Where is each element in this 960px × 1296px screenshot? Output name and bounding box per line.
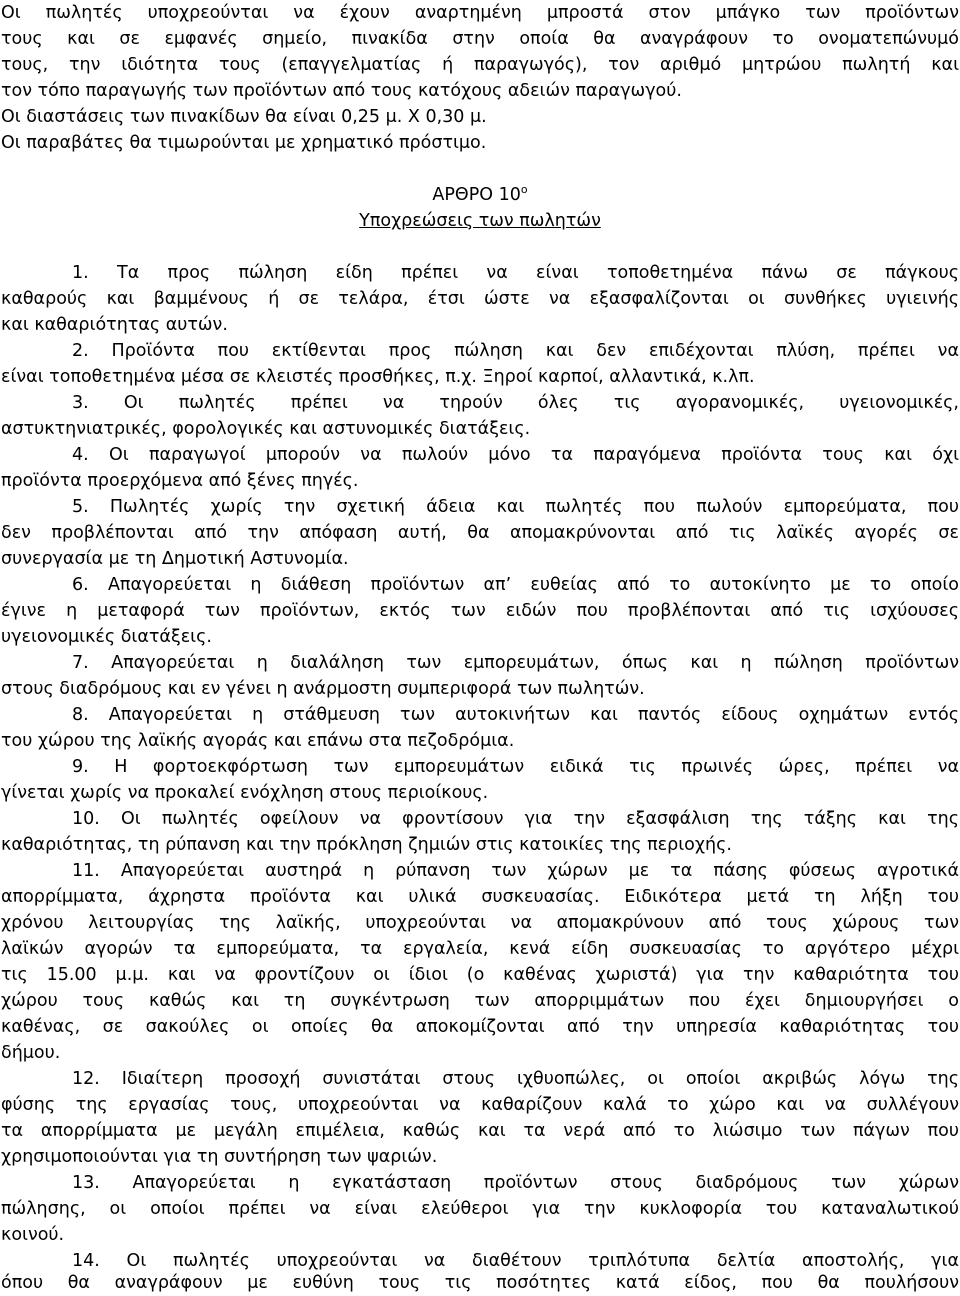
item-1-line: και καθαριότητας αυτών. xyxy=(1,315,228,335)
item-2-line: 2. Προϊόντα που εκτίθενται προς πώληση και δεν επιδέχονται πλύση, πρέπει να xyxy=(72,341,959,361)
item-7-line: 7. Απαγορεύεται η διαλάληση των εμπορευμάτων, όπως και η πώληση προϊόντων xyxy=(72,653,959,673)
item-1-line: 1. Τα προς πώληση είδη πρέπει να είναι τοποθετημένα πάνω σε πάγκους xyxy=(72,263,959,283)
item-3-line: 3. Οι πωλητές πρέπει να τηρούν όλες τις αγορανομικές, υγειονομικές, xyxy=(72,393,959,413)
item-11-line: χρόνου λειτουργίας της λαϊκής, υποχρεούνται να απομακρύνουν από τους χώρους των xyxy=(1,913,959,933)
item-6-line: 6. Απαγορεύεται η διάθεση προϊόντων απ’ ευθείας από το αυτοκίνητο με το οποίο xyxy=(72,575,959,595)
item-14-line: 14. Οι πωλητές υποχρεούνται να διαθέτουν τριπλότυπα δελτία αποστολής, για xyxy=(72,1251,959,1271)
item-13-line: πώλησης, οι οποίοι πρέπει να είναι ελεύθεροι για την κυκλοφορία του καταναλωτικού xyxy=(1,1199,959,1219)
item-5-line: συνεργασία με τη Δημοτική Αστυνομία. xyxy=(1,549,349,569)
item-11-line: χώρου τους καθώς και τη συγκέντρωση των απορριμμάτων που έχει δημιουργήσει ο xyxy=(1,991,959,1011)
intro-line: Οι παραβάτες θα τιμωρούνται με χρηματικό πρόστιμο. xyxy=(1,133,487,153)
intro-line: τους, την ιδιότητα τους (επαγγελματίας ή παραγωγός), τον αριθμό μητρώου πωλητή και xyxy=(1,55,959,75)
item-8-line: 8. Απαγορεύεται η στάθμευση των αυτοκινήτων και παντός είδους οχημάτων εντός xyxy=(72,705,959,725)
item-11-line: τις 15.00 μ.μ. και να φροντίζουν οι ίδιοι (ο καθένας χωριστά) για την καθαριότητα του xyxy=(1,965,959,985)
article-subtitle-text: Υποχρεώσεις των πωλητών xyxy=(359,211,601,231)
item-9-line: 9. Η φορτοεκφόρτωση των εμπορευμάτων ειδικά τις πρωινές ώρες, πρέπει να xyxy=(72,757,959,777)
item-1-line: καθαρούς και βαμμένους ή σε τελάρα, έτσι ώστε να εξασφαλίζονται οι συνθήκες υγιεινής xyxy=(1,289,959,309)
item-12-line: φύσης της εργασίας τους, υποχρεούνται να καθαρίζουν καλά το χώρο και να συλλέγουν xyxy=(1,1095,959,1115)
item-12-line: 12. Ιδιαίτερη προσοχή συνιστάται στους ιχθυοπώλες, οι οποίοι ακριβώς λόγω της xyxy=(72,1069,959,1089)
item-9-line: γίνεται χωρίς να προκαλεί ενόχληση στους περιοίκους. xyxy=(1,783,489,803)
article-title-text: ΑΡΘΡΟ 10 xyxy=(432,185,521,205)
item-10-line: καθαριότητας, τη ρύπανση και την πρόκληση ζημιών στις κατοικίες της περιοχής. xyxy=(1,835,732,855)
item-4-line: 4. Οι παραγωγοί μπορούν να πωλούν μόνο τα παραγόμενα προϊόντα τους και όχι xyxy=(72,445,959,465)
item-11-line: λαϊκών αγορών τα εμπορεύματα, τα εργαλεία, κενά είδη συσκευασίας το αργότερο μέχρι xyxy=(1,939,959,959)
item-11-line: απορρίμματα, άχρηστα προϊόντα και υλικά συσκευασίας. Ειδικότερα μετά τη λήξη του xyxy=(1,887,959,907)
intro-line: τους και σε εμφανές σημείο, πινακίδα στην οποία θα αναγράφουν το ονοματεπώνυμό xyxy=(1,29,959,49)
item-14-line: όπου θα αναγράφουν με ευθύνη τους τις ποσότητες κατά είδος, που θα πουλήσουν xyxy=(1,1273,959,1293)
article-title-superscript: ο xyxy=(520,183,528,197)
item-12-line: χρησιμοποιούνται για τη συντήρηση των ψαριών. xyxy=(1,1147,438,1167)
article-subtitle xyxy=(0,208,960,234)
intro-line: Οι διαστάσεις των πινακίδων θα είναι 0,25 μ. Χ 0,30 μ. xyxy=(1,107,487,127)
item-11-line: δήμου. xyxy=(1,1043,61,1063)
item-13-line: κοινού. xyxy=(1,1225,65,1245)
intro-line: Οι πωλητές υποχρεούνται να έχουν αναρτημένη μπροστά στον μπάγκο των προϊόντων xyxy=(1,3,959,23)
item-13-line: 13. Απαγορεύεται η εγκατάσταση προϊόντων στους διαδρόμους των χώρων xyxy=(72,1173,959,1193)
item-5-line: δεν προβλέπονται από την απόφαση αυτή, θα απομακρύνονται από τις λαϊκές αγορές σε xyxy=(1,523,959,543)
item-6-line: έγινε η μεταφορά των προϊόντων, εκτός των ειδών που προβλέπονται από τις ισχύουσες xyxy=(1,601,959,621)
item-12-line: τα απορρίμματα με μεγάλη επιμέλεια, καθώς και τα νερά από το λιώσιμο των πάγων που xyxy=(1,1121,959,1141)
item-3-line: αστυκτηνιατρικές, φορολογικές και αστυνομικές διατάξεις. xyxy=(1,419,531,439)
item-2-line: είναι τοποθετημένα μέσα σε κλειστές προσθήκες, π.χ. Ξηροί καρποί, αλλαντικά, κ.λπ. xyxy=(1,367,755,387)
intro-line: τον τόπο παραγωγής των προϊόντων από τους κατόχους αδειών παραγωγού. xyxy=(1,81,682,101)
item-10-line: 10. Οι πωλητές οφείλουν να φροντίσουν για την εξασφάλιση της τάξης και της xyxy=(72,809,959,829)
item-7-line: στους διαδρόμους και εν γένει η ανάρμοστη συμπεριφορά των πωλητών. xyxy=(1,679,645,699)
article-title xyxy=(0,182,960,208)
item-11-line: καθένας, σε σακούλες οι οποίες θα αποκομίζονται από την υπηρεσία καθαριότητας του xyxy=(1,1017,959,1037)
item-8-line: του χώρου της λαϊκής αγοράς και επάνω στα πεζοδρόμια. xyxy=(1,731,515,751)
item-5-line: 5. Πωλητές χωρίς την σχετική άδεια και πωλητές που πωλούν εμπορεύματα, που xyxy=(72,497,959,517)
item-6-line: υγειονομικές διατάξεις. xyxy=(1,627,212,647)
item-4-line: προϊόντα προερχόμενα από ξένες πηγές. xyxy=(1,471,359,491)
item-11-line: 11. Απαγορεύεται αυστηρά η ρύπανση των χώρων με τα πάσης φύσεως αγροτικά xyxy=(72,861,959,881)
